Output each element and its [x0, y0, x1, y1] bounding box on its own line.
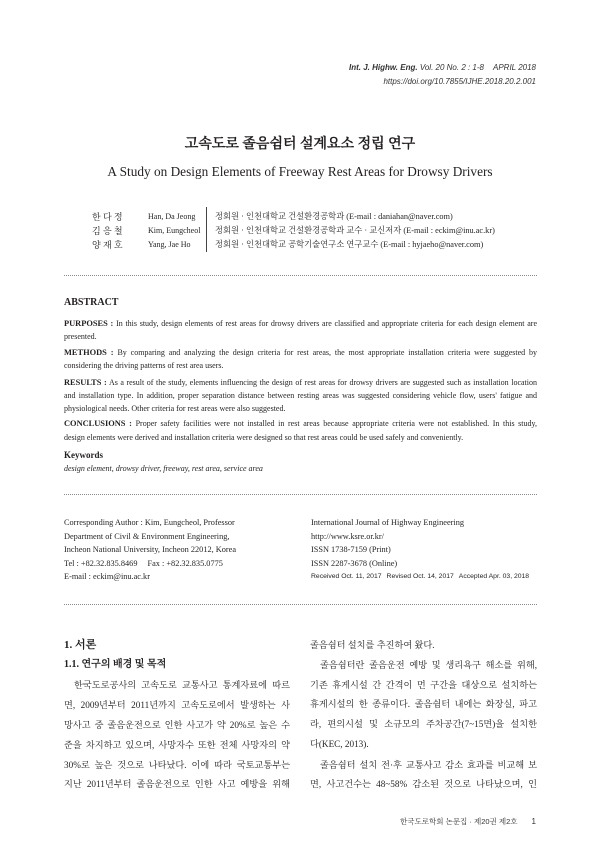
abstract-conclusions-line	[64, 418, 537, 430]
conclusions-text: Proper safety facilities were not installed in rest areas because appropriate criteria were not established. In this study,	[135, 419, 537, 428]
section-divider	[64, 275, 537, 276]
author-english-name: Han, Da Jeong	[148, 212, 196, 221]
submission-dates	[311, 571, 534, 583]
corresponding-author: Corresponding Author : Kim, Eungcheol, Professor	[64, 518, 235, 527]
abstract-purposes-line: presented.	[64, 332, 97, 341]
keywords-list: design element, drowsy driver, freeway, rest area, service area	[64, 464, 263, 473]
abstract-results-line: and installation type. In addition, proper separation distance between resting areas was suggested considering vehicle flow, users' fatigue and	[64, 391, 537, 400]
body-text-line: 다(KEC, 2013).	[310, 739, 369, 749]
page-footer	[400, 816, 536, 828]
body-text-line: 망사고 중 졸음운전으로 인한 사고가 약 20%로 높은 수	[64, 720, 290, 730]
section-divider	[64, 494, 537, 495]
english-title: A Study on Design Elements of Freeway Rest Areas for Drowsy Drivers	[107, 164, 493, 179]
journal-abbrev: Int. J. Highw. Eng.	[348, 63, 418, 72]
body-text-line: 휴게시설의 한 종류이다. 졸음쉼터 내에는 화장실, 파고	[310, 699, 537, 709]
author-korean-name: 김 응 철	[92, 226, 123, 236]
methods-text: By comparing and analyzing the design criteria for rest areas, the most appropriate installation criteria were suggested by	[117, 348, 537, 357]
subsection-heading: 1.1. 연구의 배경 및 목적	[64, 659, 167, 670]
journal-url: http://www.ksre.or.kr/	[311, 532, 384, 541]
revised-date: Revised Oct. 14, 2017	[386, 573, 454, 580]
issn-print: ISSN 1738-7159 (Print)	[311, 545, 391, 554]
author-tel: Tel : +82.32.835.8469	[64, 559, 138, 568]
author-email: E-mail : eckim@inu.ac.kr	[64, 572, 150, 581]
author-department: Department of Civil & Environment Engineering,	[64, 532, 230, 541]
body-text-line: 면, 사고건수는 48~58% 감소된 것으로 나타났으며, 인	[310, 779, 537, 789]
page-number: 1	[531, 817, 536, 826]
author-affiliation: 정회원 · 인천대학교 건설환경공학과 (E-mail : daniahan@naver.com)	[215, 212, 453, 221]
received-date: Received Oct. 11, 2017	[311, 573, 382, 580]
methods-label: METHODS :	[64, 348, 114, 357]
results-label: RESULTS :	[64, 378, 107, 387]
journal-name: International Journal of Highway Engineering	[311, 518, 464, 527]
abstract-conclusions-line: design elements were derived and installation criteria were designed so that rest areas could be used safely and conveniently.	[64, 433, 464, 442]
author-english-name: Yang, Jae Ho	[148, 240, 191, 249]
purposes-text: In this study, design elements of rest areas for drowsy drivers are classified and appropriate criteria for each design element are	[116, 319, 537, 328]
author-affiliation: 정회원 · 인천대학교 공학기술연구소 연구교수 (E-mail : hyjaeho@naver.com)	[215, 240, 484, 249]
body-text-line: 준을 차지하고 있으며, 사망자수 또한 전체 사망자의 약	[64, 740, 290, 750]
korean-title: 고속도로 졸음쉼터 설계요소 정립 연구	[184, 137, 416, 152]
abstract-purposes-line	[64, 318, 537, 330]
abstract-heading: ABSTRACT	[64, 297, 119, 308]
body-text-line: 30%로 높은 것으로 나타났다. 이에 따라 국토교통부는	[64, 760, 290, 770]
section-divider	[64, 604, 537, 605]
body-text-line: 한국도로공사의 고속도로 교통사고 통계자료에 따르	[74, 680, 290, 690]
keywords-heading: Keywords	[64, 450, 103, 460]
abstract-results-line: physiological needs. Other criteria for rest areas were also suggested.	[64, 404, 286, 413]
issn-online: ISSN 2287-3678 (Online)	[311, 559, 398, 568]
abstract-methods-line: considering the driving patterns of rest area users.	[64, 361, 224, 370]
accepted-date: Accepted Apr. 03, 2018	[458, 573, 530, 580]
body-text-line: 면, 2009년부터 2011년까지 고속도로에서 발생하는 사	[64, 700, 290, 710]
body-text-line: 졸음쉼터란 졸음운전 예방 및 생리욕구 해소를 위해,	[320, 660, 537, 670]
journal-citation	[349, 62, 536, 74]
doi: https://doi.org/10.7855/IJHE.2018.20.2.001	[383, 77, 536, 86]
body-text-line: 지난 2011년부터 졸음운전으로 인한 사고 예방을 위해	[64, 779, 290, 789]
author-divider	[206, 207, 207, 252]
abstract-results-line	[64, 377, 537, 389]
author-korean-name: 한 다 정	[92, 212, 123, 222]
abstract-methods-line	[64, 347, 537, 359]
author-phone-fax	[64, 558, 223, 570]
author-university: Incheon National University, Incheon 22012, Korea	[64, 545, 237, 554]
author-fax: Fax : +82.32.835.0775	[147, 559, 223, 568]
body-text-line: 졸음쉼터 설치를 추진하여 왔다.	[310, 640, 435, 650]
issue-date: APRIL 2018	[493, 63, 536, 72]
purposes-label: PURPOSES :	[64, 319, 114, 328]
results-text: As a result of the study, elements influencing the design of rest areas for drowsy drivers are suggested such as installation location	[108, 378, 537, 387]
volume-info: Vol. 20 No. 2 : 1-8	[419, 63, 484, 72]
author-english-name: Kim, Eungcheol	[148, 226, 201, 235]
footer-journal: 한국도로학회 논문집 · 제20권 제2호	[400, 817, 518, 826]
body-text-line: 라, 편의시설 및 소규모의 주차공간(7~15면)을 설치한	[310, 719, 537, 729]
author-affiliation: 정회원 · 인천대학교 건설환경공학과 교수 · 교신저자 (E-mail : eckim@inu.ac.kr)	[215, 226, 495, 235]
author-korean-name: 양 재 호	[92, 240, 123, 250]
conclusions-label: CONCLUSIONS :	[64, 419, 132, 428]
body-text-line: 기존 휴게시설 간 간격이 먼 구간을 대상으로 설치하는	[310, 680, 537, 690]
body-text-line: 졸음쉼터 설치 전·후 교통사고 감소 효과를 비교해 보	[320, 760, 537, 770]
section-heading: 1. 서론	[64, 639, 97, 651]
